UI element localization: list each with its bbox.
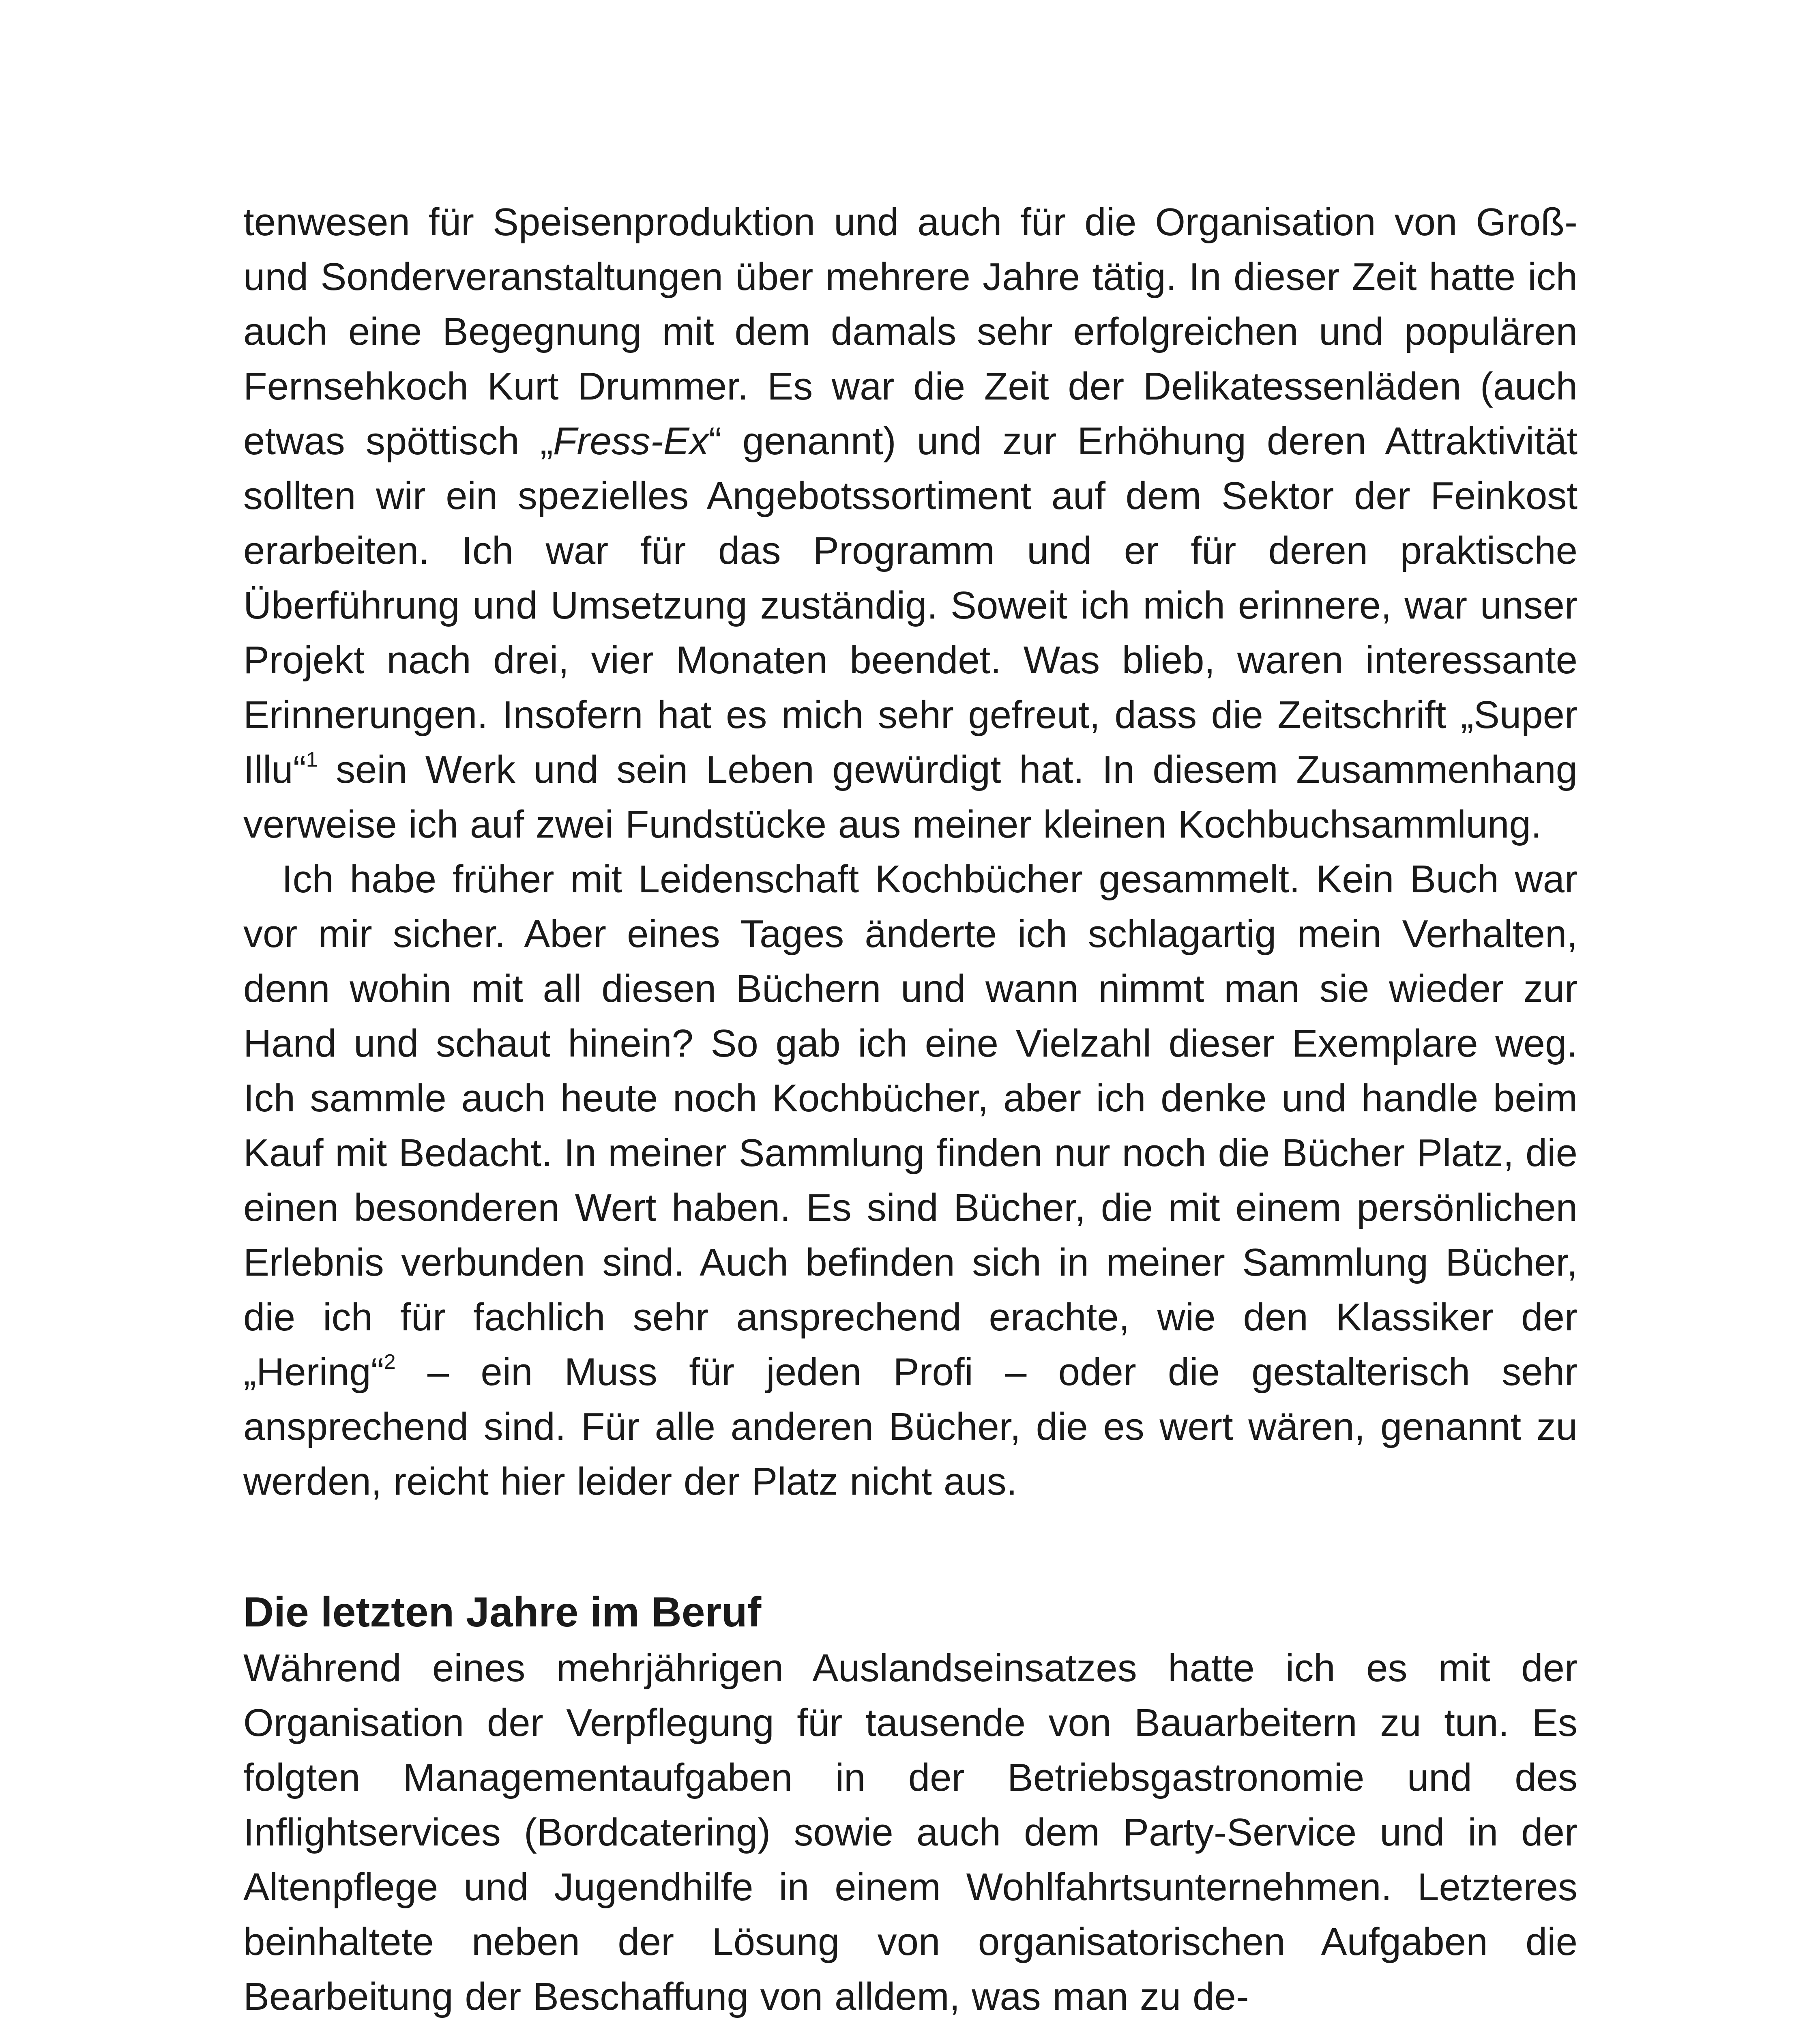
paragraph-1-text-b: “ genannt) und zur Erhöhung deren Attraktivität sollten wir ein spezielles Angebotssortiment auf dem Sektor der Feinkost erarbeiten. Ich war für das Programm und er für deren praktische Überführung und Umsetzung zuständig. Soweit ich mich erinnere, war unser Projekt nach drei, vier Monaten beendet. Was blieb, waren interessante Erinnerungen. Insofern hat es mich sehr gefreut, dass die Zeitschrift „Super Illu“ (243, 419, 1578, 791)
page-body (243, 195, 1577, 2024)
section-heading: Die letzten Jahre im Beruf (243, 1589, 762, 1636)
footnote-reference-2[interactable]: 2 (384, 1350, 396, 1374)
italic-term-fress-ex: Fress-Ex (553, 419, 709, 463)
footnote-reference-1[interactable]: 1 (306, 748, 318, 771)
paragraph-2-text-a: Ich habe früher mit Leidenschaft Kochbücher gesammelt. Kein Buch war vor mir sicher. Aber eines Tages änderte ich schlagartig mein Verhalten, denn wohin mit all diesen Büchern und wann nimmt man sie wieder zur Hand und schaut hinein? So gab ich eine Vielzahl dieser Exemplare weg. Ich sammle auch heute noch Kochbücher, aber ich denke und handle beim Kauf mit Bedacht. In meiner Sammlung finden nur noch die Bücher Platz, die einen besonderen Wert haben. Es sind Bücher, die mit einem persönlichen Erlebnis verbunden sind. Auch befinden sich in meiner Sammlung Bücher, die ich für fachlich sehr ansprechend erachte, wie den Klassiker der „Hering“ (243, 857, 1577, 1394)
body-paragraph-1 (243, 195, 1577, 852)
paragraph-1-text-a: tenwesen für Speisenproduktion und auch für die Organisation von Groß- und Sonderveranstaltungen über mehrere Jahre tätig. In dieser Zeit hatte ich auch eine Begegnung mit dem damals sehr erfolgreichen und populären Fernsehkoch Kurt Drummer. Es war die Zeit der Delikatessenläden (auch etwas spöttisch „ (243, 200, 1577, 463)
paragraph-2-text-b: – ein Muss für jeden Profi – oder die gestalterisch sehr ansprechend sind. Für alle anderen Bücher, die es wert wären, genannt zu werden, reicht hier leider der Platz nicht aus. (243, 1350, 1577, 1503)
paragraph-1-text-c: sein Werk und sein Leben gewürdigt hat. In diesem Zusammenhang verweise ich auf zwei Fundstücke aus meiner kleinen Kochbuchsammlung. (243, 748, 1577, 846)
body-paragraph-2 (243, 852, 1577, 1509)
section-paragraph: Während eines mehrjährigen Auslandseinsatzes hatte ich es mit der Organisation der Verpflegung für tausende von Bauarbeitern zu tun. Es folgten Managementaufgaben in der Betriebsgastronomie und des Inflightservices (Bordcatering) sowie auch dem Party-Service und in der Altenpflege und Jugendhilfe in einem Wohlfahrtsunternehmen. Letzteres beinhaltete neben der Lösung von organisatorischen Aufgaben die Bearbeitung der Beschaffung von alldem, was man zu de- (243, 1646, 1577, 2018)
